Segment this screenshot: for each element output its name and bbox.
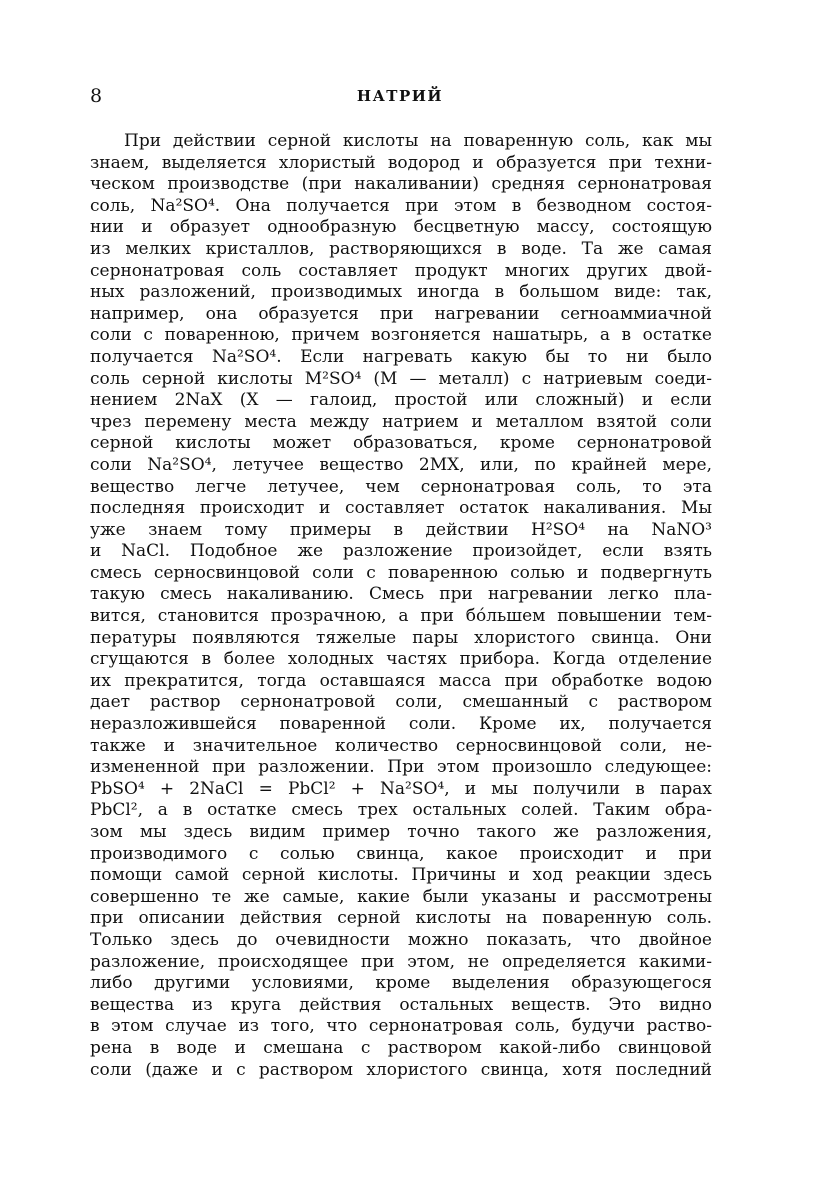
text-line: ческом производстве (при накаливании) средняя сернонатровая: [90, 174, 712, 195]
page-number: 8: [90, 85, 103, 107]
text-line: соли Na²SO⁴, летучее вещество 2MX, или, по крайней мере,: [90, 454, 712, 475]
text-line: измененной при разложении. При этом произошло следующее:: [90, 757, 712, 778]
text-line: вещества из круга действия остальных веществ. Это видно: [90, 994, 712, 1015]
text-line: дает раствор сернонатровой соли, смешанный с раствором: [90, 692, 712, 713]
text-line: уже знаем тому примеры в действии H²SO⁴ на NaNO³: [90, 519, 712, 540]
text-line: разложение, происходящее при этом, не определяется какими-: [90, 951, 712, 972]
text-line: неразложившейся поваренной соли. Кроме их, получается: [90, 714, 712, 735]
text-line: чрез перемену места между натрием и металлом взятой соли: [90, 411, 712, 432]
text-line: соли с поваренною, причем возгоняется нашатырь, а в остатке: [90, 325, 712, 346]
text-line: соли (даже и с раствором хлористого свинца, хотя последний: [90, 1059, 712, 1080]
text-line: знаем, выделяется хлористый водород и образуется при техни-: [90, 152, 712, 173]
text-line: зом мы здесь видим пример точно такого же разложения,: [90, 822, 712, 842]
text-line: сгущаются в более холодных частях прибора. Когда отделение: [90, 649, 712, 670]
text-line: нением 2NaX (X — галоид, простой или сложный) и если: [90, 390, 712, 411]
text-line: и NaCl. Подобное же разложение произойдет, если взять: [90, 541, 712, 562]
text-line: серной кислоты может образоваться, кроме сернонатровой: [90, 433, 712, 454]
text-line: совершенно те же самые, какие были указаны и рассмотрены: [90, 886, 712, 907]
text-line: такую смесь накаливанию. Смесь при нагревании легко пла-: [90, 584, 712, 605]
text-line: либо другими условиями, кроме выделения образующегося: [90, 973, 712, 994]
text-line: их прекратится, тогда оставшаяся масса при обработке водою: [90, 670, 712, 691]
text-line: Только здесь до очевидности можно показать, что двойное: [90, 929, 712, 950]
text-line: PbCl², а в остатке смесь трех остальных солей. Таким обра-: [90, 800, 712, 821]
text-line: пературы появляются тяжелые пары хлористого свинца. Они: [90, 627, 712, 648]
text-line: в этом случае из того, что сернонатровая соль, будучи раство-: [90, 1016, 712, 1037]
text-line: последняя происходит и составляет остаток накаливания. Мы: [90, 498, 712, 519]
text-line: из мелких кристаллов, растворяющихся в воде. Та же самая: [90, 238, 712, 259]
text-line: При действии серной кислоты на поваренную соль, как мы: [124, 131, 712, 151]
running-title: НАТРИЙ: [356, 87, 444, 105]
text-line: производимого с солью свинца, какое происходит и при: [90, 843, 712, 864]
text-line: получается Na²SO⁴. Если нагревать какую бы то ни было: [90, 346, 712, 367]
text-line: сернонатровая соль составляет продукт многих других двой-: [90, 260, 712, 281]
text-line: нии и образует однообразную бесцветную массу, состоящую: [90, 217, 712, 238]
text-line: ных разложений, производимых иногда в большом виде: так,: [90, 282, 712, 303]
text-line: вится, становится прозрачною, а при бо́льшем повышении тем-: [90, 606, 712, 627]
text-line: рена в воде и смешана с раствором какой-либо свинцовой: [90, 1037, 712, 1058]
text-line: соль серной кислоты M²SO⁴ (M — металл) с натриевым соеди-: [90, 368, 712, 389]
text-line: при описании действия серной кислоты на поваренную соль.: [90, 908, 712, 929]
text-line: вещество легче летучее, чем сернонатровая соль, то эта: [90, 476, 712, 497]
text-line: соль, Na²SO⁴. Она получается при этом в безводном состоя-: [90, 195, 712, 216]
equation-line: PbSO⁴ + 2NaCl = PbCl² + Na²SO⁴, и мы получили в парах: [90, 778, 712, 799]
text-line: помощи самой серной кислоты. Причины и ход реакции здесь: [90, 865, 712, 886]
page-header: [90, 84, 710, 114]
text-line: например, она образуется при нагревании сerноаммиачной: [90, 303, 712, 324]
text-line: смесь серносвинцовой соли с поваренною солью и подвергнуть: [90, 562, 712, 583]
body-text: [90, 131, 712, 1081]
text-line: также и значительное количество серносвинцовой соли, не-: [90, 735, 712, 756]
